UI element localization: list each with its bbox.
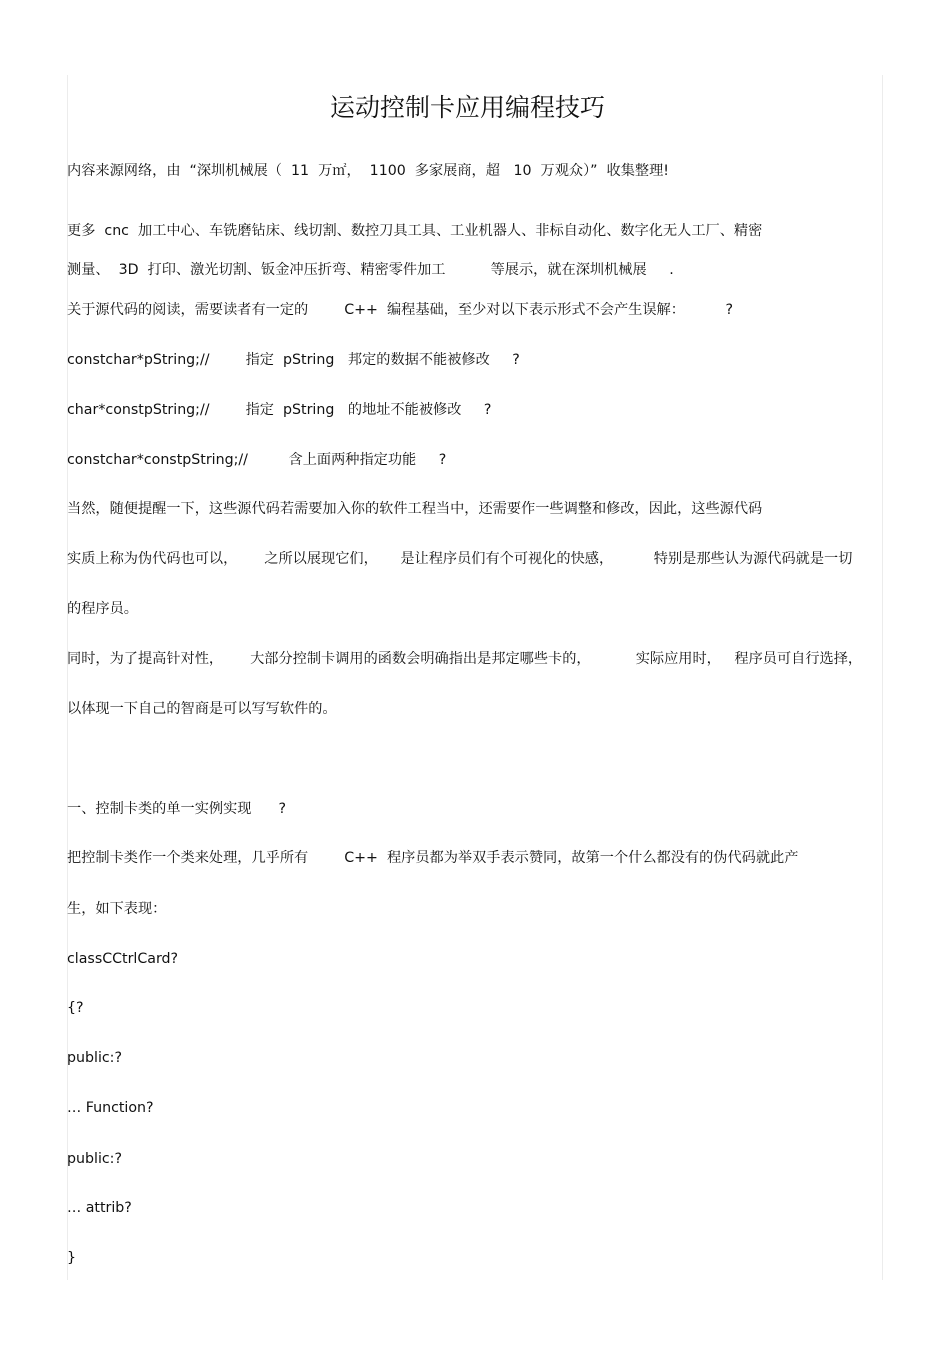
code-line: char*constpString;// 指定 pString 的地址不能被修改 ? <box>67 402 492 418</box>
paragraph-line: 把控制卡类作一个类来处理，几乎所有 C++ 程序员都为举双手表示赞同，故第一个什么都没有的伪代码就此产 <box>67 850 799 866</box>
paragraph-line: 生，如下表现： <box>67 901 167 917</box>
code-line: constchar*constpString;// 含上面两种指定功能 ? <box>67 452 447 468</box>
code-line: constchar*pString;// 指定 pString 邦定的数据不能被修改 ? <box>67 352 520 368</box>
paragraph-line: 实质上称为伪代码也可以， 之所以展现它们， 是让程序员们有个可视化的快感， 特别是那些认为源代码就是一切 <box>67 551 853 567</box>
document-title: 运动控制卡应用编程技巧 <box>329 93 605 122</box>
paragraph-line: 同时，为了提高针对性， 大部分控制卡调用的函数会明确指出是邦定哪些卡的， 实际应用时， 程序员可自行选择， <box>67 651 863 667</box>
paragraph-line: 更多 cnc 加工中心、车铣磨钻床、线切割、数控刀具工具、工业机器人、非标自动化、数字化无人工厂、精密 <box>67 223 763 239</box>
code-line: … attrib? <box>67 1200 132 1216</box>
code-line: classCCtrlCard? <box>67 951 179 967</box>
page-border-right <box>882 75 883 1280</box>
code-line: public:? <box>67 1151 122 1167</box>
paragraph-line: 测量、 3D 打印、激光切割、钣金冲压折弯、精密零件加工 等展示，就在深圳机械展 . <box>67 262 674 278</box>
code-line: … Function? <box>67 1100 154 1116</box>
source-note: 内容来源网络，由 “深圳机械展（ 11 万㎡， 1100 多家展商，超 10 万观众）” 收集整理! <box>67 163 669 179</box>
code-line: } <box>67 1250 77 1266</box>
code-line: {? <box>67 1000 84 1016</box>
paragraph-line: 的程序员。 <box>67 601 138 617</box>
section-heading: 一、控制卡类的单一实例实现 ? <box>67 801 287 817</box>
paragraph-line: 当然，随便提醒一下，这些源代码若需要加入你的软件工程当中，还需要作一些调整和修改，因此，这些源代码 <box>67 501 763 517</box>
paragraph-line: 关于源代码的阅读，需要读者有一定的 C++ 编程基础，至少对以下表示形式不会产生误解： ? <box>67 302 734 318</box>
code-line: public:? <box>67 1050 122 1066</box>
paragraph-line: 以体现一下自己的智商是可以写写软件的。 <box>67 701 337 717</box>
